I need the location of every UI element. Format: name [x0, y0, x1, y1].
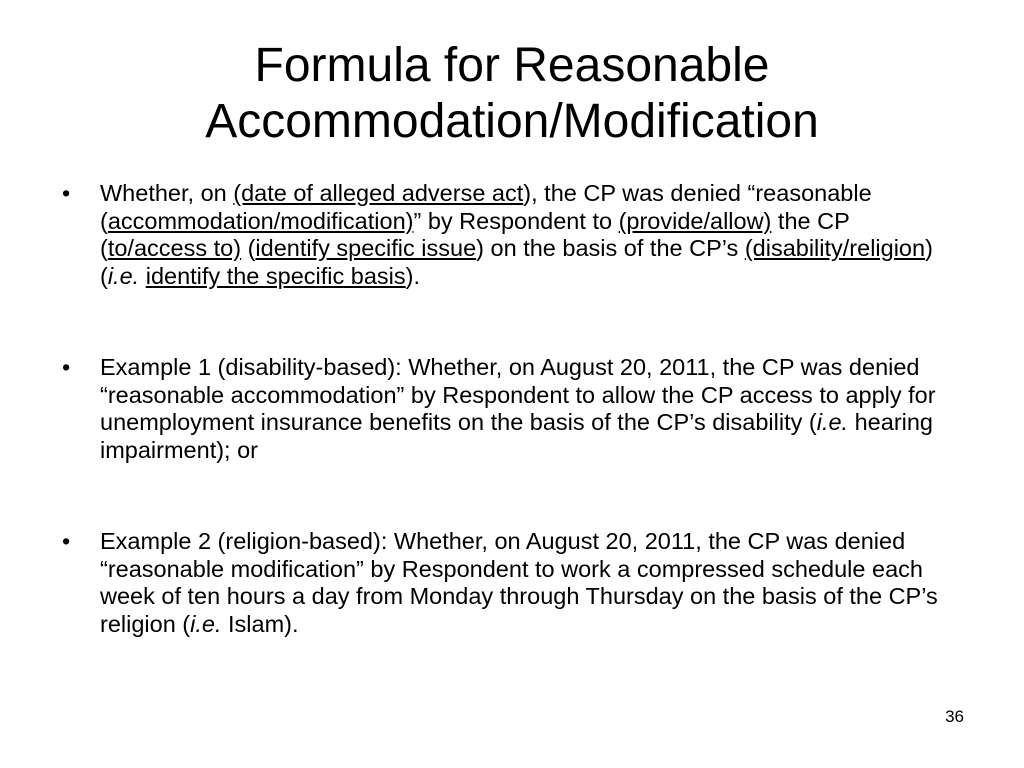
- text-run: Whether, on: [100, 180, 234, 206]
- bullet-text: [100, 528, 938, 637]
- title-line-2: Accommodation/Modification: [205, 95, 819, 148]
- page-number: 36: [945, 707, 964, 726]
- bullet-marker: •: [62, 180, 71, 206]
- underlined-run: (provide/allow): [618, 207, 772, 234]
- bullet-text: [100, 354, 936, 463]
- text-run: ) on the basis of the CP’s: [476, 235, 745, 261]
- bullet-marker: •: [62, 528, 71, 554]
- bullet-example-1: [62, 354, 962, 464]
- bullet-text: [100, 180, 933, 289]
- text-run: ” by Respondent to: [413, 207, 619, 234]
- italic-run: i.e.: [107, 262, 140, 289]
- italic-run: i.e.: [816, 409, 849, 435]
- text-run: ).: [405, 262, 421, 289]
- bullet-list: [62, 180, 962, 638]
- text-run: Islam).: [221, 610, 299, 637]
- text-run: ) (: [100, 235, 933, 289]
- slide-title: [0, 38, 1024, 150]
- underlined-run: (date of alleged adverse act: [233, 180, 524, 206]
- text-run: Example 1 (disability-based): Whether, on August 20, 2011, the CP was denied “reasonable accommodation” by Respondent to allow the CP access to apply for unemployment insurance benefits on the basis of the CP’s disability (: [100, 354, 936, 435]
- italic-run: i.e.: [190, 610, 222, 637]
- underlined-run: accommodation/modification): [107, 207, 414, 234]
- underlined-run: to/access to): [107, 235, 242, 261]
- text-run: Example 2 (religion-based): Whether, on August 20, 2011, the CP was denied “reasonable modification” by Respondent to work a compressed schedule each week of ten hours a day from Monday through Thursday on the basis of the CP’s religion (: [100, 528, 938, 637]
- text-run: ), the CP was denied “reasonable (: [100, 180, 872, 234]
- title-line-1: Formula for Reasonable: [254, 39, 770, 92]
- underlined-run: (disability/religion: [744, 235, 926, 261]
- underlined-run: identify the specific basis: [145, 262, 406, 289]
- text-run: (: [241, 235, 256, 261]
- text-run: hearing impairment); or: [100, 409, 934, 463]
- bullet-marker: •: [62, 354, 71, 380]
- underlined-run: identify specific issue: [255, 235, 477, 261]
- text-run: the CP (: [100, 207, 850, 261]
- bullet-formula: [62, 180, 962, 290]
- bullet-example-2: [62, 528, 962, 638]
